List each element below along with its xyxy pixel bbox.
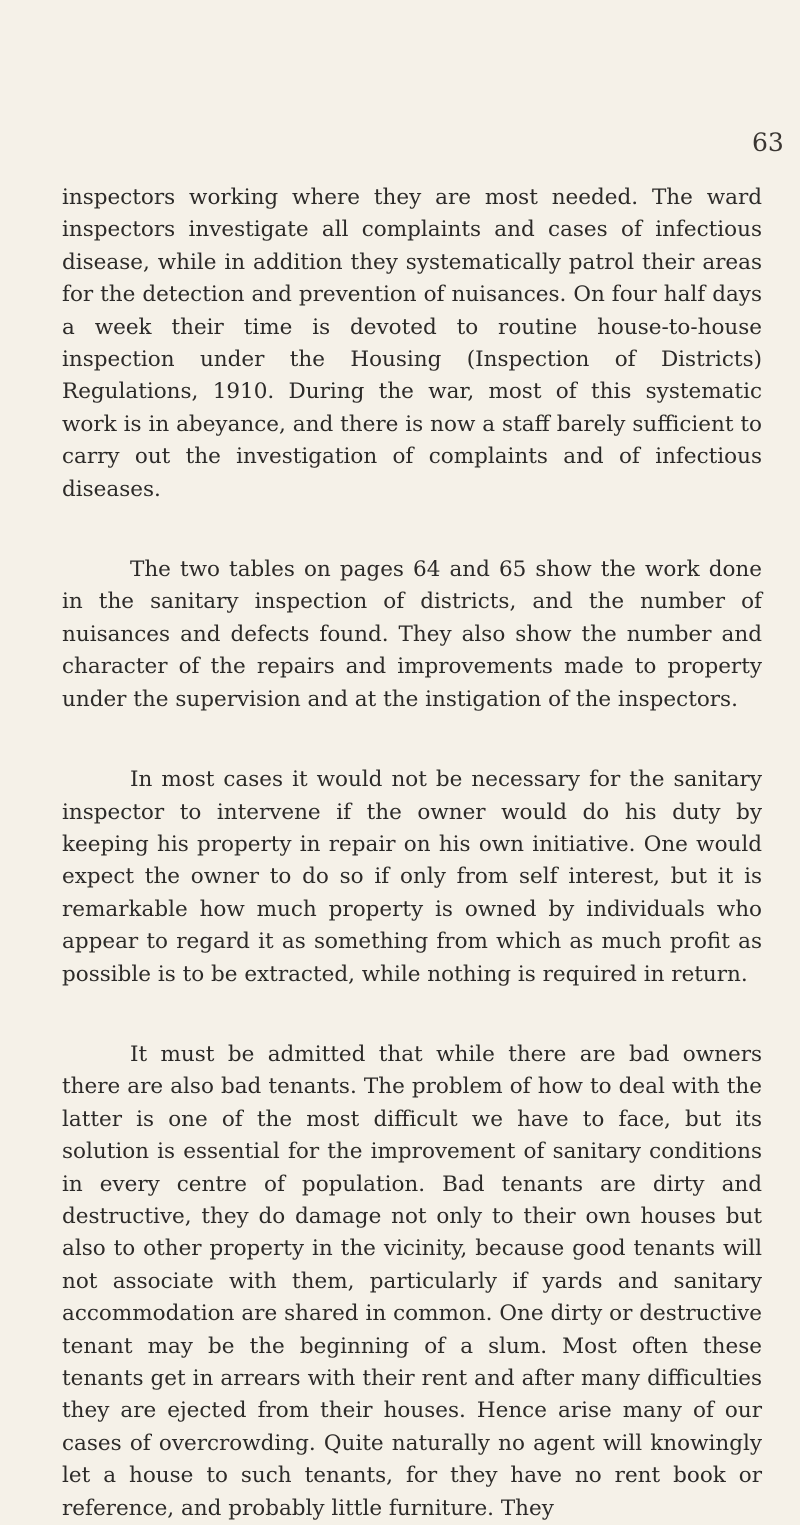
body-text: [62, 182, 762, 1525]
page-number: 63: [752, 128, 784, 157]
paragraph-tables-reference: The two tables on pages 64 and 65 show the work done in the sanitary inspection of districts, and the number of nuisances and defects found. They also show the number and character of the repairs and improvements made to property under the supervision and at the instigation of the inspectors.: [62, 557, 762, 712]
paragraph-ward-inspectors: inspectors working where they are most needed. The ward inspectors investigate all complaints and cases of infectious disease, while in addition they systematically patrol their areas for the detection and prevention of nuisances. On four half days a week their time is devoted to routine house-to-house inspection under the Housing (Inspection of Districts) Regulations, 1910. During the war, most of this systematic work is in abeyance, and there is now a staff barely sufficient to carry out the investigation of complaints and of infectious diseases.: [62, 185, 762, 502]
paragraph-owners-duty: In most cases it would not be necessary for the sanitary inspector to intervene if the owner would do his duty by keeping his property in repair on his own initiative. One would expect the owner to do so if only from self interest, but it is remarkable how much property is owned by individuals who appear to regard it as something from which as much profit as possible is to be extracted, while nothing is required in return.: [62, 767, 762, 987]
paragraph-bad-tenants: It must be admitted that while there are bad owners there are also bad tenants. The problem of how to deal with the latter is one of the most difficult we have to face, but its solution is essential for the improvement of sanitary conditions in every centre of population. Bad tenants are dirty and destructive, they do damage not only to their own houses but also to other property in the vicinity, because good tenants will not associate with them, particularly if yards and sanitary accommodation are shared in common. One dirty or destructive tenant may be the beginning of a slum. Most often these tenants get in arrears with their rent and after many difficulties they are ejected from their houses. Hence arise many of our cases of overcrowding. Quite naturally no agent will knowingly let a house to such tenants, for they have no rent book or reference, and probably little furniture. They: [62, 1041, 762, 1521]
